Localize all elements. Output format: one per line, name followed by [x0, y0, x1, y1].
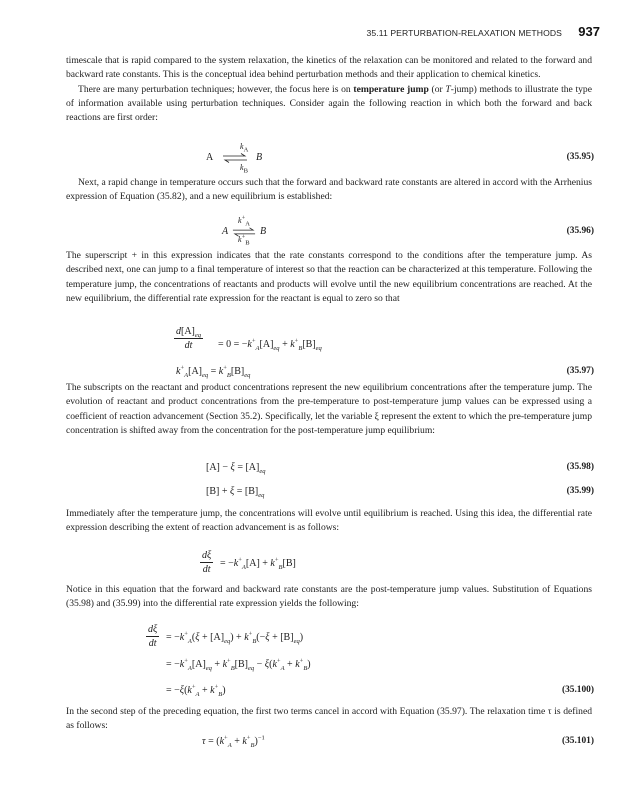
paragraph-intro: [66, 54, 592, 125]
eq95-reactant: A: [206, 152, 214, 163]
equation-extent-rate: [0, 550, 626, 582]
eq95-number: (35.95): [566, 152, 594, 162]
p7-text: Notice in this equation that the forward and backward rate constants are the post-temperature jump values. Substitution of Equations (35.98) and (35.99) into the differential rate expression yields the following:: [66, 584, 592, 610]
equation-35-99: [0, 486, 626, 502]
p3-text: Next, a rapid change in temperature occurs such that the forward and backward rate constants are altered in accord with the Arrhenius expression of Equation (35.82), and a new equilibrium is established:: [66, 177, 592, 203]
eq100-derivative: $\frac{d\xi}{dt}$: [148, 624, 158, 649]
equilibrium-arrows-icon: [222, 153, 248, 163]
p2-text-c: -jump) methods to illustrate the type of information available using perturbation techniques. Consider again the following reaction in which both the forward and back reactions are first order:: [66, 83, 592, 124]
eq100-line3: = $-\xi(k^+_A + k^+_B)$: [166, 683, 226, 698]
eq98-number: (35.98): [566, 462, 594, 472]
eq100-line1: = $-k^+_A(\xi + [A]_{eq}) + k^+_B(-\xi + [B]_{eq})$: [166, 630, 304, 645]
eq99-expression: $[B] + \xi = [B]_{eq}$: [206, 486, 265, 499]
eq96-product: B: [260, 226, 267, 237]
eq95-k-forward: $k_A$: [240, 142, 249, 154]
p8-text: In the second step of the preceding equation, the first two terms cancel in accord with Equation (35.97). The relaxation time τ is defined as follows:: [66, 706, 592, 732]
equation-35-95: [0, 142, 626, 176]
paragraph-5: [66, 381, 592, 438]
page-number: 937: [578, 24, 600, 39]
paragraph-6: [66, 507, 592, 536]
eq100-line2: = $-k^+_A[A]_{eq} + k^+_B[B]_{eq} - \xi(k^+_A + k^+_B)$: [166, 657, 311, 672]
paragraph-1: timescale that is rapid compared to the system relaxation, the kinetics of the relaxation can be monitored and related to the forward and backward rate constants. This is the conceptual idea behind perturbation methods and their application to chemical kinetics.: [66, 55, 592, 81]
eq99-number: (35.99): [566, 486, 594, 496]
eq97-line1: = $0 = -k^+_A[A]_{eq} + k^+_B[B]_{eq}$: [218, 337, 322, 352]
paragraph-7: [66, 583, 592, 612]
eq97-number: (35.97): [566, 366, 594, 376]
eq96-reactant: A: [222, 226, 229, 237]
eq96-k-backward: $k^+_B$: [238, 233, 250, 247]
equation-35-96: [0, 214, 626, 248]
paragraph-3: [66, 176, 592, 205]
eq98-expression: $[A] - \xi = [A]_{eq}$: [206, 462, 266, 475]
paragraph-2: [66, 83, 592, 126]
eq97-derivative: $\frac{d[A]_{eq}}{dt}$: [176, 326, 202, 351]
eq95-product: B: [256, 152, 263, 163]
eq101-expression: $\tau = (k^+_A + k^+_B)^{-1}$: [202, 734, 265, 749]
p4-text: The superscript + in this expression indicates that the rate constants correspond to the conditions after the temperature jump. As described next, one can jump to a final temperature of interest so that the reaction can be characterized at this temperature. Following the temperature jump, the concentrations of reactants and products will evolve until the new equilibrium concentrations are reached. At the new equilibrium, the differential rate expression for the reactant is equal to zero so that: [66, 250, 592, 304]
eq96-number: (35.96): [566, 226, 594, 236]
p5-text: The subscripts on the reactant and product concentrations represent the new equilibrium concentrations after the temperature jump. The evolution of reactant and product concentrations from the pre-temperature to post-temperature jump values can be expressed using a coefficient of reaction advancement (Section 35.2). Specifically, let the variable ξ represent the extent to which the pre-temperature jump concentration is shifted away from the concentration for the post-temperature jump equilibrium:: [66, 382, 592, 436]
equation-35-101: [0, 736, 626, 752]
p2-text-b: (or: [431, 83, 443, 95]
eq96-k-forward: $k^+_A$: [238, 214, 250, 228]
eq101-number: (35.101): [561, 736, 594, 746]
eq95-k-backward: $k_B$: [240, 163, 248, 175]
eq97-line2: $k^+_A[A]_{eq} = k^+_B[B]_{eq}$: [176, 364, 251, 379]
equation-35-98: [0, 462, 626, 478]
p2-bold-term: temperature jump: [353, 83, 429, 95]
extent-rate-rhs: = $-k^+_A[A] + k^+_B[B]$: [220, 556, 296, 571]
eq100-number: (35.100): [561, 685, 594, 695]
p2-text-a: There are many perturbation techniques; however, the focus here is on: [78, 83, 351, 95]
p2-italic-t: T: [445, 83, 451, 95]
p6-text: Immediately after the temperature jump, the concentrations will evolve until equilibrium is reached. Using this idea, the differential rate expression describing the extent of reaction advancement is as follows:: [66, 508, 592, 534]
running-header: [0, 26, 626, 42]
section-title: 35.11 PERTURBATION-RELAXATION METHODS: [366, 28, 562, 38]
equation-35-100: [0, 624, 626, 704]
paragraph-4: [66, 249, 592, 306]
extent-derivative: $\frac{d\xi}{dt}$: [202, 550, 212, 575]
paragraph-8: [66, 705, 592, 734]
